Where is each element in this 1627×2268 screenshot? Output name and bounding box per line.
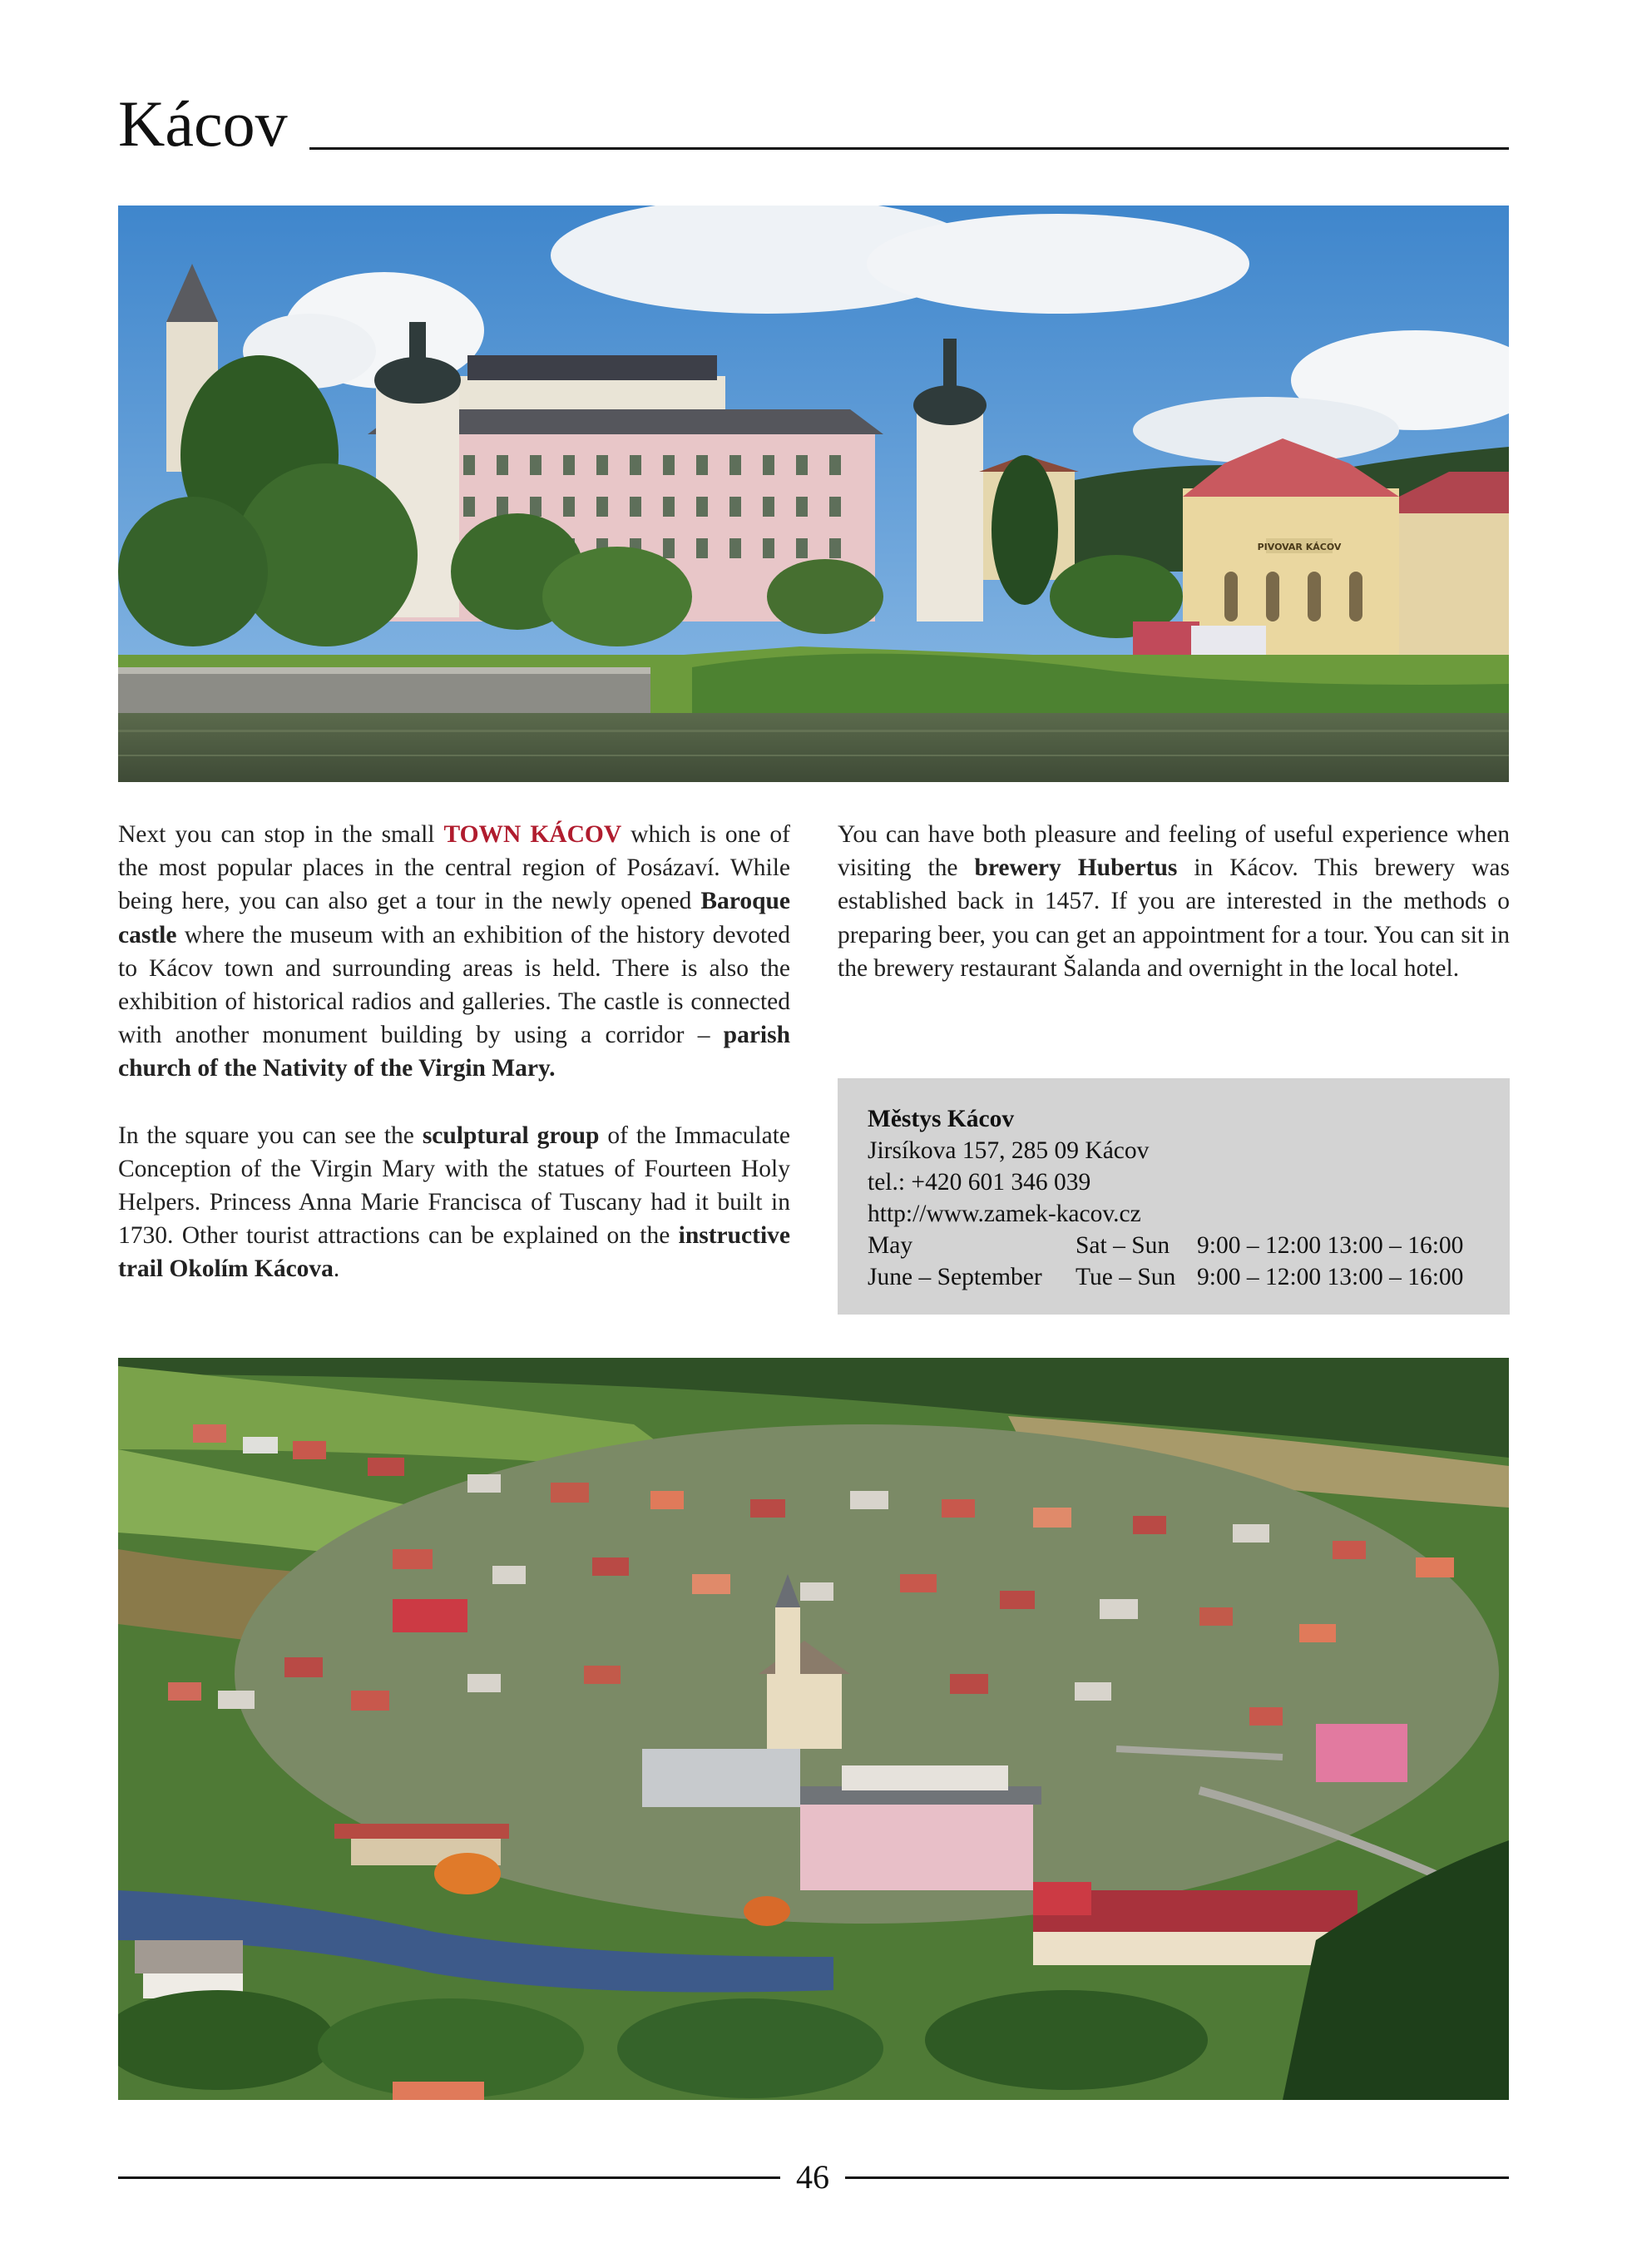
page-header: [118, 87, 1509, 161]
text-run: in Kácov. This brewery was established back in 1457. If you are interested in the methods o preparing beer, you can get an appointment for a tour. You can sit in the brewery restaurant Šalanda and overnight in the local hotel.: [838, 854, 1510, 982]
phone: tel.: +420 601 346 039: [868, 1169, 1091, 1196]
hours-months: June – September: [868, 1264, 1042, 1290]
bold-term: instructive trail Okolím Kácova: [118, 1222, 790, 1283]
hours-times: 9:00 – 12:00 13:00 – 16:00: [1197, 1264, 1464, 1290]
bold-term: sculptural group: [422, 1122, 600, 1149]
bold-term: brewery Hubertus: [974, 854, 1178, 882]
text-run: .: [333, 1255, 340, 1283]
page-footer: [118, 2157, 1509, 2198]
hours-days: Sat – Sun: [1076, 1232, 1170, 1259]
hours-months: May: [868, 1232, 913, 1259]
text-run: In the square you can see the: [118, 1122, 423, 1149]
page-number: 46: [796, 2158, 829, 2196]
brewery-sign: PIVOVAR KÁCOV: [1257, 542, 1342, 552]
intro-paragraph: [118, 818, 790, 1086]
left-column: [118, 818, 790, 1286]
page-title: Kácov: [118, 87, 288, 160]
town-name-highlight: TOWN KÁCOV: [443, 821, 622, 848]
address: Jirsíkova 157, 285 09 Kácov: [868, 1137, 1150, 1164]
org-name: Městys Kácov: [868, 1106, 1015, 1132]
bold-term: parish church of the Nativity of the Virgin Mary.: [118, 1022, 790, 1082]
text-run: where the museum with an exhibition of the history devoted to Kácov town and surrounding areas is held. There is also the exhibition of historical radios and galleries. The castle is connected with another monument building by using a corridor –: [118, 921, 790, 1049]
footer-rule-right: [845, 2176, 1509, 2179]
text-run: which is one of the most popular places in the central region of Posázaví. While being here, you can also get a tour in the newly opened: [118, 821, 791, 915]
text-run: of the Immaculate Conception of the Virgin Mary with the statues of Fourteen Holy Helpers. Princess Anna Marie Francisca of Tuscany had it built in 1730. Other tourist attractions can be explained on the: [118, 1122, 791, 1250]
text-run: You can have both pleasure and feeling of useful experience when visiting the: [838, 821, 1510, 882]
square-paragraph: [118, 1119, 790, 1286]
bold-term: Baroque castle: [118, 888, 790, 948]
hours-row: [868, 1230, 1480, 1261]
aerial-town-photo: [118, 1358, 1509, 2100]
hours-row: [868, 1261, 1480, 1293]
text-run: Next you can stop in the small: [118, 821, 444, 848]
contact-info-box: [838, 1078, 1510, 1315]
hours-times: 9:00 – 12:00 13:00 – 16:00: [1197, 1232, 1464, 1259]
title-underline: [309, 147, 1509, 150]
brewery-paragraph: [838, 818, 1510, 985]
footer-rule-left: [118, 2176, 780, 2179]
right-column: [838, 818, 1510, 985]
castle-photo: [118, 206, 1509, 782]
website-link[interactable]: http://www.zamek-kacov.cz: [868, 1201, 1141, 1227]
hours-days: Tue – Sun: [1076, 1264, 1176, 1290]
